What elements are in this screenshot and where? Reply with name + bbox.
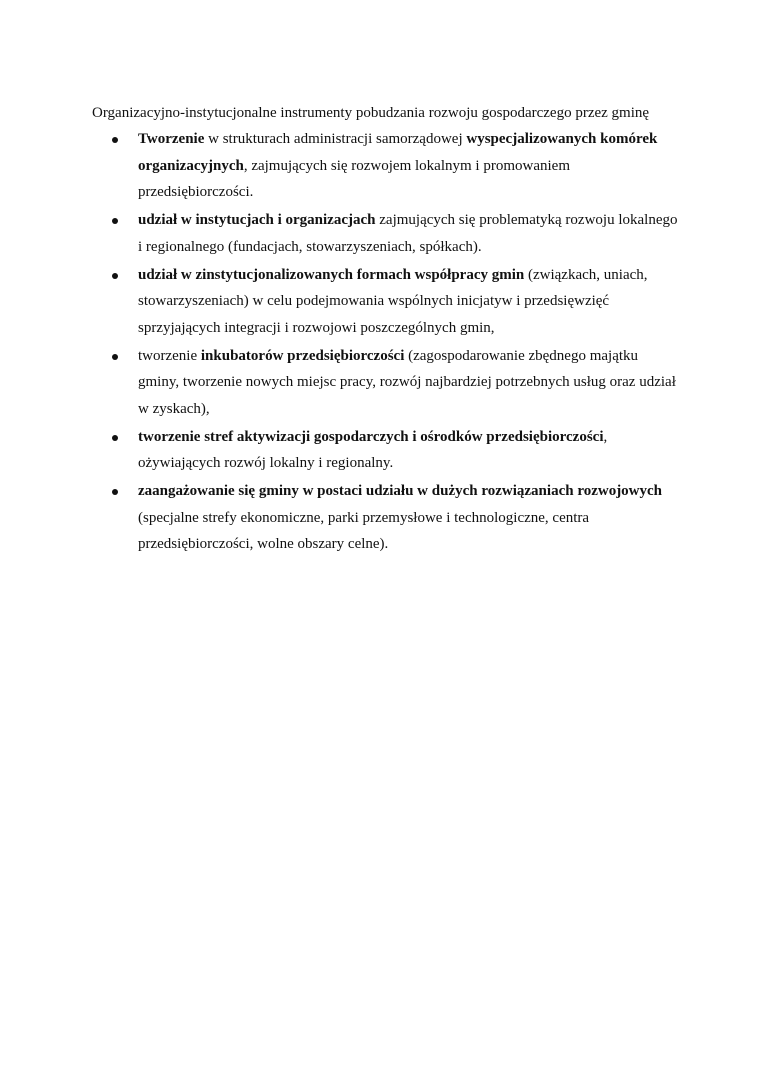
bold-text: Tworzenie xyxy=(138,131,205,147)
list-item xyxy=(92,343,682,423)
bullet-icon xyxy=(112,489,118,495)
bullet-icon xyxy=(112,273,118,279)
text-segment: (zagospodarowanie zbędnego majątku gminy, tworzenie nowych miejsc pracy, rozwój najbardziej potrzebnych usług oraz udział w zyskach), xyxy=(138,347,676,417)
list-item xyxy=(92,207,682,260)
list-item xyxy=(92,478,682,558)
bold-text: wyspecjalizowanych komórek organizacyjnych xyxy=(138,131,658,174)
bold-text: zaangażowanie się gminy w postaci udziału w dużych rozwiązaniach rozwojowych xyxy=(138,483,663,499)
bold-text: udział w zinstytucjonalizowanych formach współpracy gmin xyxy=(138,266,525,283)
text-segment: (specjalne strefy ekonomiczne, parki przemysłowe i technologiczne, centra przedsiębiorczości, wolne obszary celne). xyxy=(138,509,590,552)
document-body xyxy=(92,100,682,559)
document-heading: Organizacyjno-instytucjonalne instrumenty pobudzania rozwoju gospodarczego przez gminę xyxy=(92,105,650,121)
text-segment: , zajmujących się rozwojem lokalnym i promowaniem przedsiębiorczości. xyxy=(138,157,570,200)
bullet-list xyxy=(92,126,682,558)
list-item xyxy=(92,262,682,342)
text-segment: tworzenie xyxy=(138,347,201,364)
bullet-icon xyxy=(112,137,118,143)
text-segment: , ożywiających rozwój lokalny i regionalny. xyxy=(138,428,608,471)
text-segment: zajmujących się problematyką rozwoju lokalnego i regionalnego (fundacjach, stowarzyszeniach, spółkach). xyxy=(138,212,678,255)
list-item xyxy=(92,126,682,206)
text-segment: w strukturach administracji samorządowej xyxy=(204,131,467,147)
list-item xyxy=(92,424,682,477)
bold-text: tworzenie stref aktywizacji gospodarczych i ośrodków przedsiębiorczości xyxy=(138,428,604,445)
bold-text: udział w instytucjach i organizacjach xyxy=(138,212,376,228)
bullet-icon xyxy=(112,354,118,360)
bold-text: inkubatorów przedsiębiorczości xyxy=(200,347,405,364)
bullet-icon xyxy=(112,218,118,224)
bullet-icon xyxy=(112,435,118,441)
text-segment: (związkach, uniach, stowarzyszeniach) w celu podejmowania wspólnych inicjatyw i przedsięwzięć sprzyjających integracji i rozwojowi poszczególnych gmin, xyxy=(138,266,648,336)
